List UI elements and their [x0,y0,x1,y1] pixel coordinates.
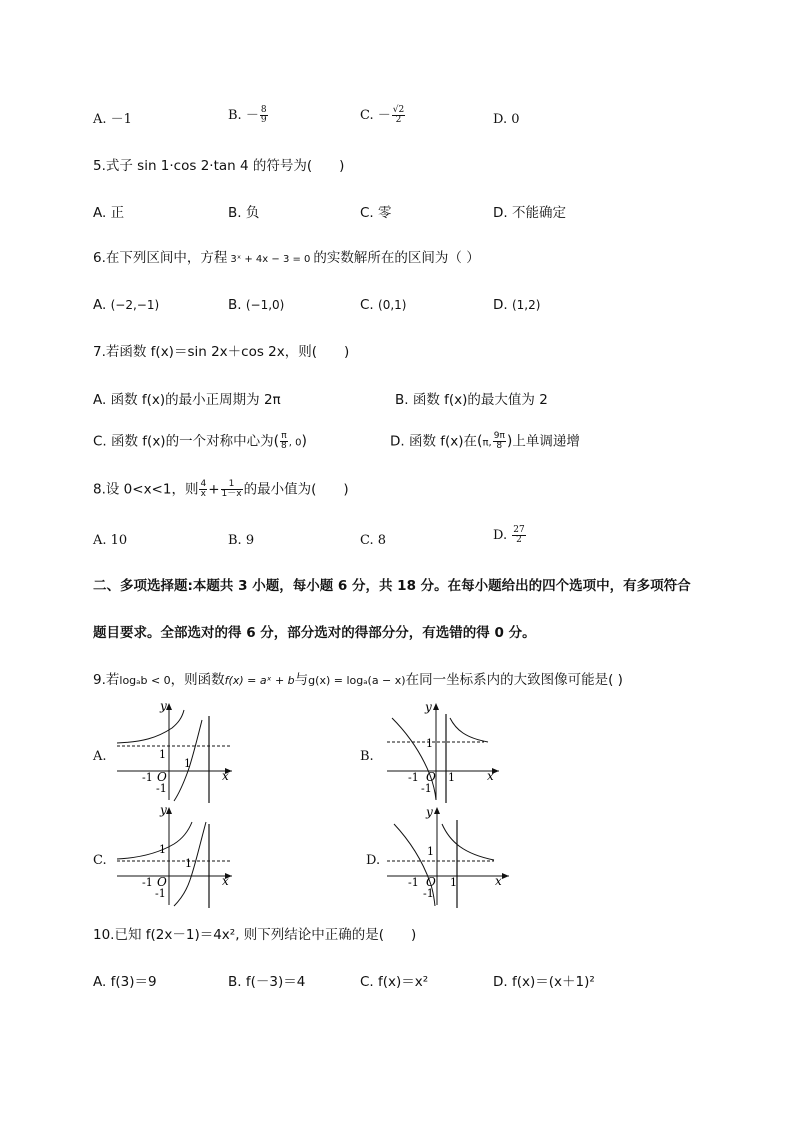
q8-stem: 8.设 0<x<1，则 $\frac{4}{x}$ + $\frac{1}{1-x}$ 的最小值为( ) [93,479,349,499]
q9-graph-c-tick-neg1: -1 [142,876,153,889]
q9-graph-d [384,802,514,910]
q9-graph-a-tick-1: 1 [159,748,166,761]
q9-graph-d-tick-yneg1: -1 [423,887,434,900]
q7-stem: 7.若函数 f(x)＝sin 2x＋cos 2x，则( ) [93,344,350,360]
q8-option-c: C. 8 [360,533,387,548]
q10-option-d: D. f(x)＝(x＋1)² [493,974,595,990]
q9-graph-a-origin: O [157,770,167,784]
q9-graph-d-y-label: y [426,805,433,819]
q8-option-b: B. 9 [228,533,255,548]
q9-graph-b-origin: O [426,770,436,784]
q4-option-d: D. 0 [493,112,520,127]
q7-option-d: D. 函数 f(x)在(π, $\frac{9\pi}{8}$ )上单调递增 [390,431,580,451]
q7-option-b: B. 函数 f(x)的最大值为 2 [395,392,548,408]
q9-graph-a-tick-neg1: -1 [142,771,153,784]
q9-graph-b-x-label: x [487,769,494,783]
q9-graph-a [112,700,237,805]
q5-option-b: B. 负 [228,205,260,221]
q7-option-a: A. 函数 f(x)的最小正周期为 2π [93,392,281,408]
q10-stem: 10.已知 f(2x－1)＝4x², 则下列结论中正确的是( ) [93,927,417,943]
q9-graph-b [384,700,504,805]
q9-option-d-label: D. [366,853,381,868]
q6-option-a: A. (−2,−1) [93,297,160,313]
q4-option-a: A. －1 [93,112,132,127]
q9-graph-a-y-label: y [160,700,167,713]
q9-graph-a-tick-yneg1: -1 [156,782,167,795]
q9-graph-a-x-label: x [222,769,229,783]
q9-graph-b-tick-yneg1: -1 [421,782,432,795]
q8-option-d: D. $\frac{27}{2}$ [493,525,525,545]
section2-line1: 二、多项选择题:本题共 3 小题，每小题 6 分，共 18 分。在每小题给出的四个选项中，有多项符合 [93,578,691,594]
q9-graph-b-tick-1: 1 [426,737,433,750]
q10-option-a: A. f(3)＝9 [93,974,157,990]
q9-stem: 9.若logₐb < 0，则函数f(x) = aˣ + b与g(x) = logₐ(a − x)在同一坐标系内的大致图像可能是( ) [93,672,623,688]
q7-option-c: C. 函数 f(x)的一个对称中心为( $\frac{\pi}{8}$ , 0) [93,431,307,451]
q5-option-c: C. 零 [360,205,392,221]
q6-stem: 6.在下列区间中，方程 3ˣ + 4x − 3 = 0 的实数解所在的区间为（ ） [93,250,480,266]
q9-graph-c [112,802,237,910]
q9-graph-b-tick-neg1: -1 [408,771,419,784]
q9-graph-b-y-label: y [425,700,432,714]
q6-option-c: C. (0,1) [360,297,407,313]
q9-graph-d-tick-x1: 1 [450,876,457,889]
q9-graph-b-tick-x1: 1 [448,771,455,784]
q9-graph-d-x-label: x [495,874,502,888]
q6-option-b: B. (−1,0) [228,297,285,313]
q9-option-b-label: B. [360,749,374,764]
q9-graph-a-tick-x1: 1 [184,757,191,770]
q9-graph-c-tick-yneg1: -1 [155,887,166,900]
q9-graph-c-tick-x1: 1 [185,857,192,870]
q9-graph-d-tick-neg1: -1 [408,876,419,889]
q4-option-c: C. － $\frac{√2}{2}$ [360,105,405,125]
q9-graph-d-origin: O [426,875,436,889]
section2-line2: 题目要求。全部选对的得 6 分，部分选对的得部分分，有选错的得 0 分。 [93,625,536,641]
q10-option-b: B. f(－3)＝4 [228,974,306,990]
q9-graph-d-tick-1: 1 [427,845,434,858]
q8-option-a: A. 10 [93,533,128,548]
q9-option-c-label: C. [93,853,107,868]
q9-graph-c-origin: O [157,875,167,889]
q4-option-b: B. － $\frac{8}{9}$ [228,105,267,125]
q5-stem: 5.式子 sin 1·cos 2·tan 4 的符号为( ) [93,158,345,174]
q5-option-d: D. 不能确定 [493,205,566,221]
q9-graph-c-y-label: y [160,803,167,817]
q6-option-d: D. (1,2) [493,297,541,313]
q5-option-a: A. 正 [93,205,125,221]
q9-graph-c-tick-1: 1 [159,843,166,856]
q10-option-c: C. f(x)＝x² [360,974,429,990]
q9-graph-c-x-label: x [222,874,229,888]
q9-option-a-label: A. [93,749,107,764]
